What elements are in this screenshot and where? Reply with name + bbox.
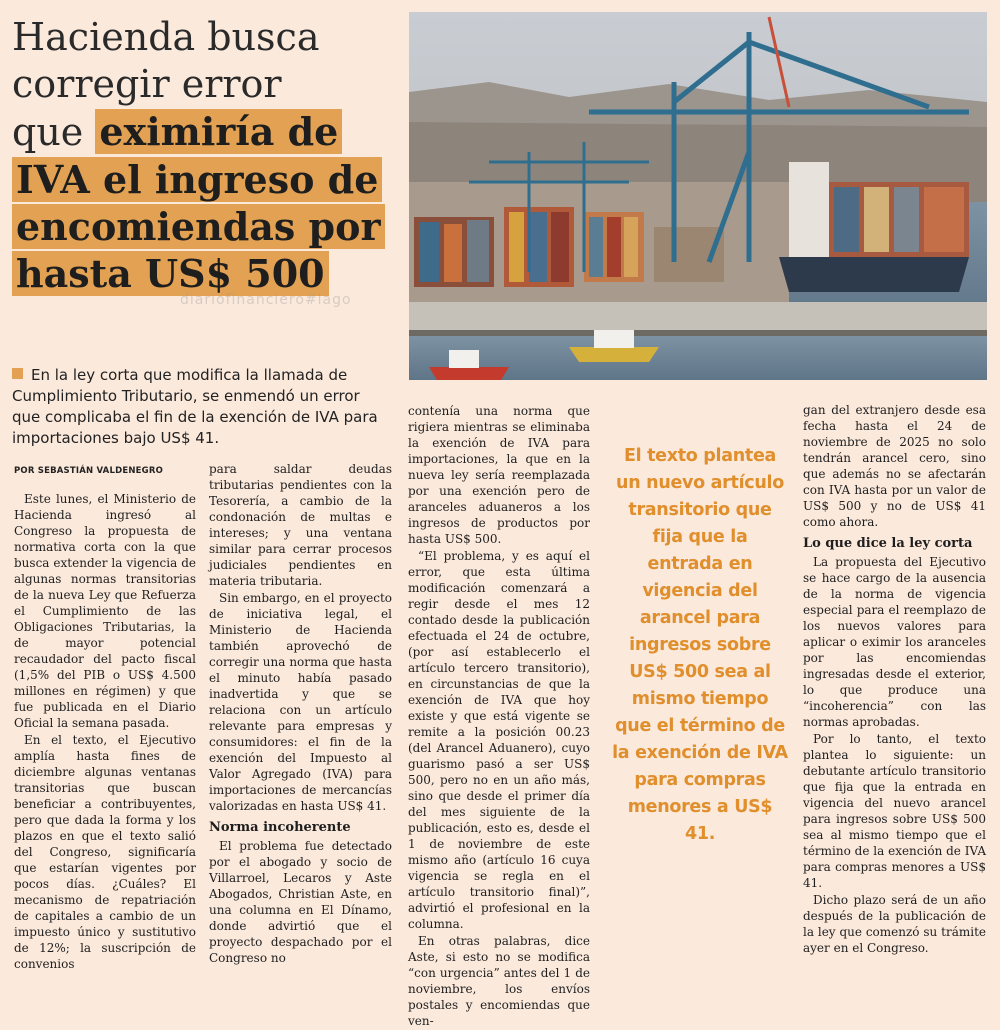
lead-summary	[12, 365, 392, 449]
col2-subhead: Norma incoherente	[209, 820, 351, 835]
col1-paragraph-1: Este lunes, el Ministerio de Hacienda ingresó al Congreso la propuesta de normativa corta con la que busca extender la vigencia de algunas normas transitorias de la nueva Ley que Refuerza el Cumplimiento de las Obligaciones Tributarias, la de mayor potencial recaudador del pacto fiscal (1,5% del PIB o US$ 4.500 millones en régimen) y que fue publicada en el Diario Oficial la semana pasada.	[14, 492, 196, 730]
headline-line-4-text: IVA el ingreso de	[12, 157, 382, 202]
col1-paragraph-2: En el texto, el Ejecutivo amplía hasta fines de diciembre algunas ventanas transitorias que buscan beneficiar a contribuyentes, pero que dada la forma y los plazos en que el texto salió del Congreso, significaría que estarían vigentes por pocos días. ¿Cuáles? El mecanismo de repatriación de capitales a cambio de un impuesto único y sustitutivo de 12%; la suscripción de convenios	[14, 733, 196, 971]
column-4	[803, 402, 986, 957]
col4-subhead: Lo que dice la ley corta	[803, 536, 973, 551]
headline-line-3-bold: eximiría de	[95, 109, 342, 154]
col2-paragraph-1: para saldar deudas tributarias pendientes con la Tesorería, a cambio de la condonación de multas e intereses; y una ventana similar para cerrar procesos judiciales pendientes en materia tributaria.	[209, 462, 392, 588]
headline	[12, 14, 404, 297]
headline-line-5	[12, 203, 404, 250]
port-photo	[409, 12, 987, 380]
col2-paragraph-2: Sin embargo, en el proyecto de iniciativa legal, el Ministerio de Hacienda también aprovechó de corregir una norma que hasta el minuto había pasado inadvertida y que se relaciona con un artículo relevante para empresas y consumidores: el fin de la exención del Impuesto al Valor Agregado (IVA) para importaciones de mercancías valorizadas en hasta US$ 41.	[209, 591, 392, 813]
headline-line-6	[12, 250, 404, 297]
col4-paragraph-3: Por lo tanto, el texto plantea lo siguiente: un debutante artículo transitorio que fija que la entrada en vigencia del nuevo arancel para ingresos sobre US$ 500 sea al mismo tiempo que el término de la exención de IVA para compras menores a US$ 41.	[803, 732, 986, 890]
col4-paragraph-1: gan del extranjero desde esa fecha hasta el 24 de noviembre de 2025 no solo tendrán arancel cero, sino que además no se afectarán con IVA hasta por un valor de US$ 500 y no de US$ 41 como ahora.	[803, 403, 986, 529]
headline-line-3	[12, 108, 404, 156]
col4-paragraph-4: Dicho plazo será de un año después de la publicación de la ley que comenzó su trámite ayer en el Congreso.	[803, 893, 986, 955]
headline-line-5-text: encomiendas por	[12, 204, 385, 249]
column-3	[408, 403, 590, 1030]
headline-line-3-light: que	[12, 110, 96, 154]
headline-line-1: Hacienda busca	[12, 15, 320, 59]
headline-line-4	[12, 156, 404, 203]
col3-paragraph-3: En otras palabras, dice Aste, si esto no se modifica “con urgencia” antes del 1 de noviembre, los envíos postales y encomiendas que ven-	[408, 934, 590, 1028]
watermark: diariofinanciero#lago	[180, 292, 352, 308]
pull-quote: El texto plantea un nuevo artículo transitorio que fija que la entrada en vigencia del arancel para ingresos sobre US$ 500 sea al mismo tiempo que el término de la exención de IVA para compras menores a US$ 41.	[612, 446, 788, 844]
col3-paragraph-2: “El problema, y es aquí el error, que esta última modificación comenzará a regir desde el mes 12 contado desde la publicación efectuada el 24 de octubre, (por así establecerlo el artículo tercero transitorio), en circunstancias de que la exención de IVA que hoy existe y que está vigente se remite a la posición 00.23 (del Arancel Aduanero), cuyo guarismo pasó a ser US$ 500, pero no en un año más, sino que desde el primer día del mes siguiente de la publicación, esto es, desde el 1 de noviembre de este mismo año (artículo 16 cuya vigencia se regla en el artículo transitorio final)”, advirtió el profesional en la columna.	[408, 549, 590, 931]
byline: POR SEBASTIÁN VALDENEGRO	[14, 466, 164, 476]
col4-paragraph-2: La propuesta del Ejecutivo se hace cargo de la ausencia de la norma de vigencia especial para el reemplazo de los nuevos valores para aplicar o eximir los aranceles por las encomiendas ingresadas desde el exterior, lo que produce una “incoherencia” con las normas aprobadas.	[803, 555, 986, 729]
col2-paragraph-3: El problema fue detectado por el abogado y socio de Villarroel, Lecaros y Aste Abogados, Christian Aste, en una columna en El Dínamo, donde advirtió que el proyecto despachado por el Congreso no	[209, 839, 392, 965]
col3-paragraph-1: contenía una norma que rigiera mientras se eliminaba la exención de IVA para importaciones, la que en la nueva ley sería reemplazada por una exención pero de aranceles aduaneros a los ingresos de productos por hasta US$ 500.	[408, 404, 590, 546]
column-2	[209, 461, 392, 967]
column-1	[14, 463, 196, 973]
lead-text: En la ley corta que modifica la llamada de Cumplimiento Tributario, se enmendó un error que complicaba el fin de la exención de IVA para importaciones bajo US$ 41.	[12, 366, 378, 447]
headline-line-2: corregir error	[12, 62, 282, 106]
headline-line-6-text: hasta US$ 500	[12, 251, 329, 296]
bullet-square-icon	[12, 368, 23, 379]
